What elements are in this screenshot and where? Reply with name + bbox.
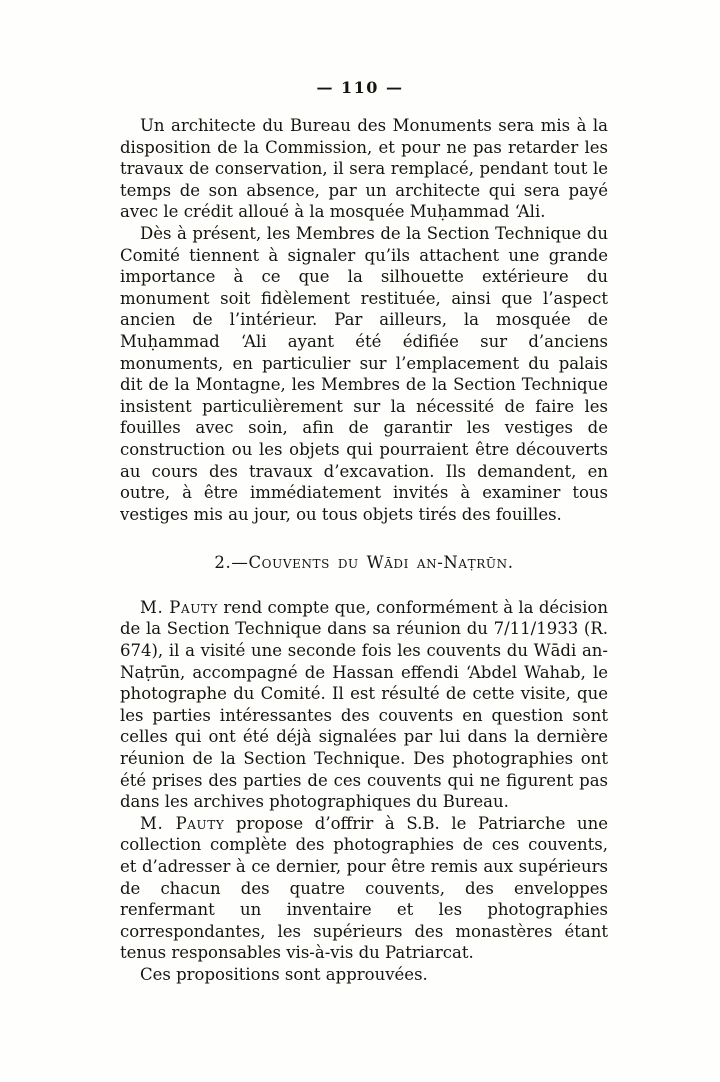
paragraph-pauty-proposition <box>120 813 608 964</box>
speaker-name: M. Pauty <box>140 813 225 833</box>
paragraph-section-technique: Dès à présent, les Membres de la Section Technique du Comité tiennent à signaler qu’ils attachent une grande importance à ce que la silhouette extérieure du monument soit fidèlement restituée, ainsi que l’aspect ancien de l’intérieur. Par ailleurs, la mosquée de Muḥammad ‘Ali ayant été édifiée sur d’anciens monuments, en particulier sur l’emplacement du palais dit de la Montagne, les Membres de la Section Technique insistent particulièrement sur la nécessité de faire les fouilles avec soin, afin de garantir les vestiges de construction ou les objets qui pourraient être découverts au cours des travaux d’excavation. Ils demandent, en outre, à être immédiatement invités à examiner tous vestiges mis au jour, ou tous objets tirés des fouilles. <box>120 223 608 524</box>
section-heading: 2.—Couvents du Wādi an-Naṭrūn. <box>214 553 514 573</box>
paragraph-text: propose d’offrir à S.B. le Patriarche une collection complète des photographies de ces couvents, et d’adresser à ce dernier, pour être remis aux supérieurs de chacun des quatre couvents, des enveloppes renfermant un inventaire et les photographies correspondantes, les supérieurs des monastères étant tenus responsables vis-à-vis du Patriarcat. <box>120 813 609 963</box>
paragraph-architecte: Un architecte du Bureau des Monuments sera mis à la disposition de la Commission, et pour ne pas retarder les travaux de conservation, il sera remplacé, pendant tout le temps de son absence, par un architecte qui sera payé avec le crédit alloué à la mosquée Muḥammad ‘Ali. <box>120 116 608 222</box>
speaker-name: M. Pauty <box>140 597 219 617</box>
paragraph-text: rend compte que, conformément à la décision de la Section Technique dans sa réunion du 7/11/1933 (R. 674), il a visité une seconde fois les couvents du Wādi an-Naṭrūn, accompagné de Hassan effendi ‘Abdel Wahab, le photographe du Comité. Il est résulté de cette visite, que les parties intéressantes des couvents en question sont celles qui ont été déjà signalées par lui dans la dernière réunion de la Section Technique. Des photographies ont été prises des parties de ces couvents qui ne figurent pas dans les archives photographiques du Bureau. <box>120 597 608 812</box>
text-block <box>120 115 608 986</box>
paragraph-approbation: Ces propositions sont approuvées. <box>140 964 428 984</box>
page-number: — 110 — <box>316 78 404 97</box>
paragraph-pauty-rapport <box>120 597 608 813</box>
